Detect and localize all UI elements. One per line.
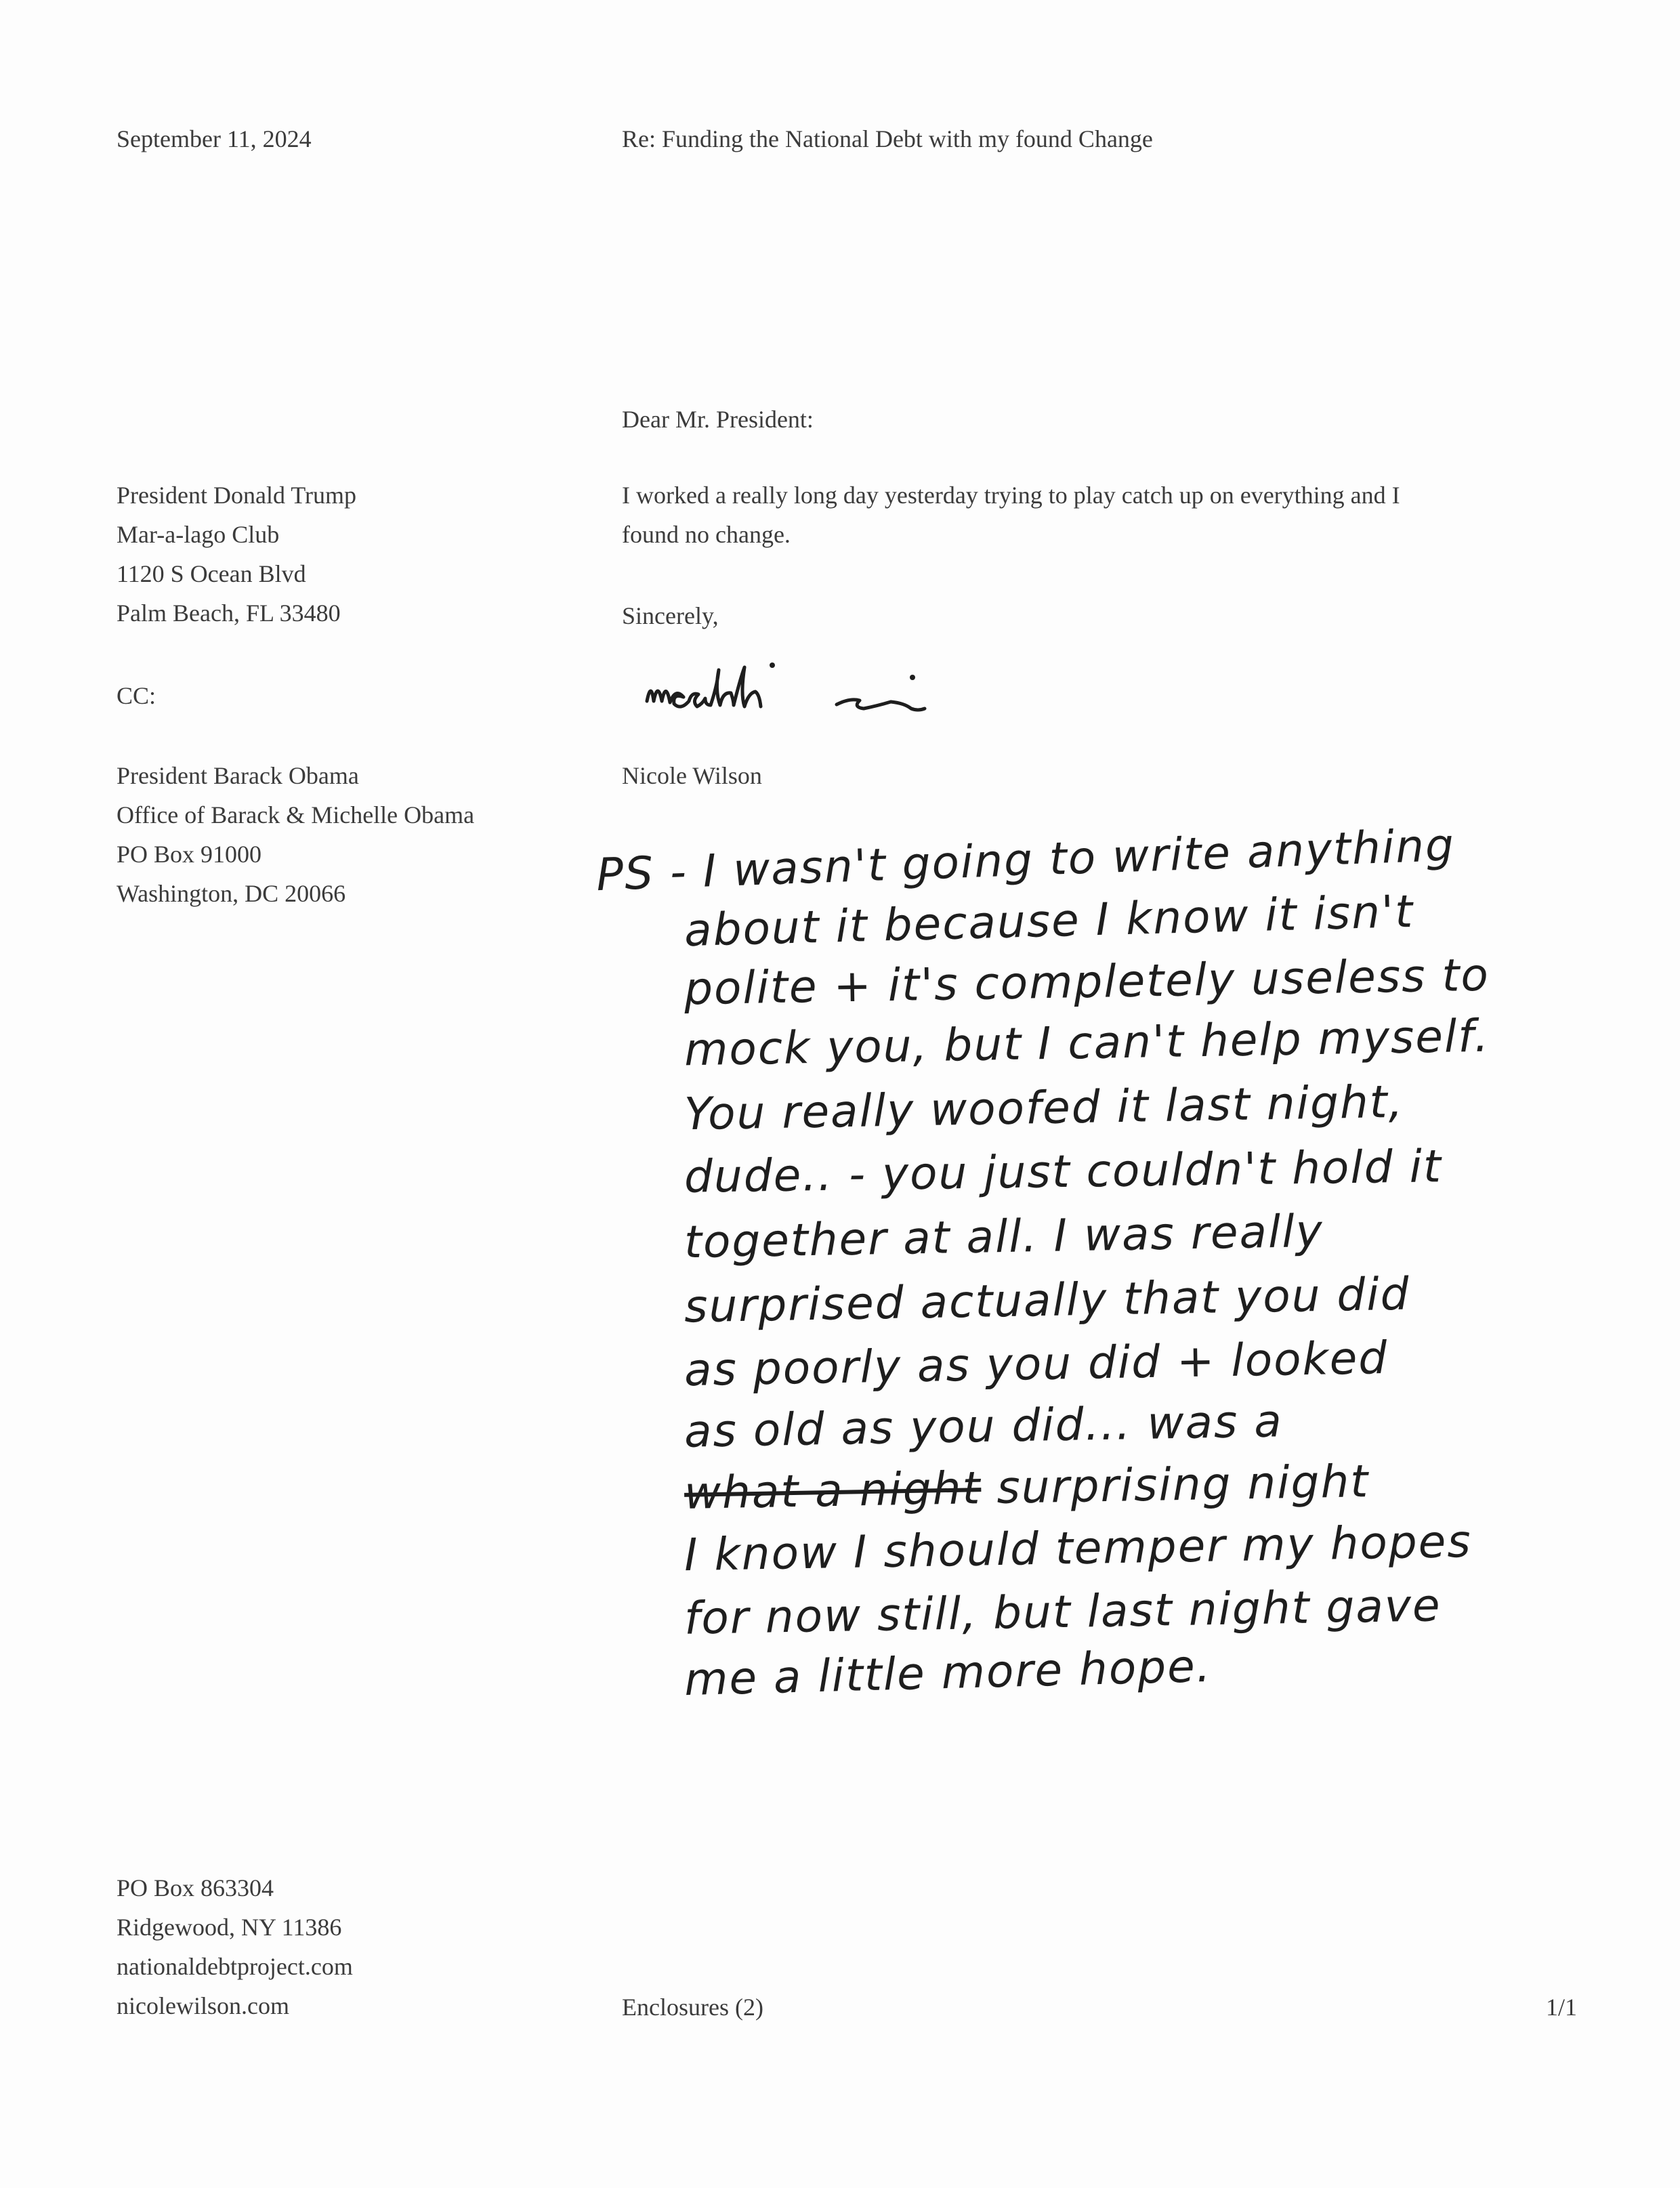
postscript-line: me a little more hope.	[684, 1639, 1213, 1706]
handwritten-postscript	[595, 818, 1653, 1768]
postscript-line: as poorly as you did + looked	[684, 1331, 1389, 1397]
postscript-line: for now still, but last night gave	[684, 1579, 1442, 1645]
body-line: I worked a really long day yesterday trying to play catch up on everything and I	[622, 482, 1400, 509]
cc-line: PO Box 91000	[117, 841, 262, 868]
enclosures-note: Enclosures (2)	[622, 1994, 763, 2021]
postscript-line: surprised actually that you did	[684, 1267, 1411, 1333]
cc-line: President Barack Obama	[117, 762, 359, 789]
handwritten-signature	[633, 650, 986, 732]
salutation: Dear Mr. President:	[622, 406, 814, 433]
postscript-line: I know I should temper my hopes	[684, 1515, 1473, 1582]
closing: Sincerely,	[622, 602, 719, 629]
postscript-line: together at all. I was really	[684, 1204, 1324, 1269]
postscript-line: about it because I know it isn't	[684, 885, 1415, 957]
footer-line: PO Box 863304	[117, 1874, 274, 1901]
footer-line: Ridgewood, NY 11386	[117, 1914, 342, 1941]
recipient-address	[117, 476, 356, 633]
cc-line: Office of Barack & Michelle Obama	[117, 801, 475, 828]
postscript-struck-line	[684, 1454, 1369, 1521]
postscript-line: mock you, but I can't help myself.	[684, 1009, 1490, 1076]
recipient-line: 1120 S Ocean Blvd	[117, 560, 306, 587]
signer-name: Nicole Wilson	[622, 762, 762, 789]
recipient-line: Mar-a-lago Club	[117, 521, 280, 548]
struck-out-words: what a night	[684, 1462, 982, 1519]
cc-line: Washington, DC 20066	[117, 880, 346, 907]
postscript-line: PS - I wasn't going to write anything	[595, 818, 1456, 902]
footer-line: nationaldebtproject.com	[117, 1953, 353, 1980]
footer-address	[117, 1868, 353, 2025]
postscript-line: You really woofed it last night,	[684, 1075, 1405, 1141]
letter-subject: Re: Funding the National Debt with my found Change	[622, 125, 1153, 152]
page-number: 1/1	[1546, 1994, 1578, 2021]
cc-address	[117, 756, 474, 913]
letter-body	[622, 476, 1557, 554]
postscript-line: polite + it's completely useless to	[684, 948, 1490, 1015]
recipient-line: President Donald Trump	[117, 482, 357, 509]
body-line: found no change.	[622, 521, 791, 548]
letter-date: September 11, 2024	[117, 125, 312, 152]
footer-line: nicolewilson.com	[117, 1992, 289, 2019]
postscript-line: dude.. - you just couldn't hold it	[684, 1140, 1443, 1203]
postscript-line: as old as you did... was a	[684, 1395, 1284, 1458]
cc-label: CC:	[117, 682, 156, 709]
recipient-line: Palm Beach, FL 33480	[117, 599, 341, 627]
postscript-line: surprising night	[996, 1455, 1370, 1514]
